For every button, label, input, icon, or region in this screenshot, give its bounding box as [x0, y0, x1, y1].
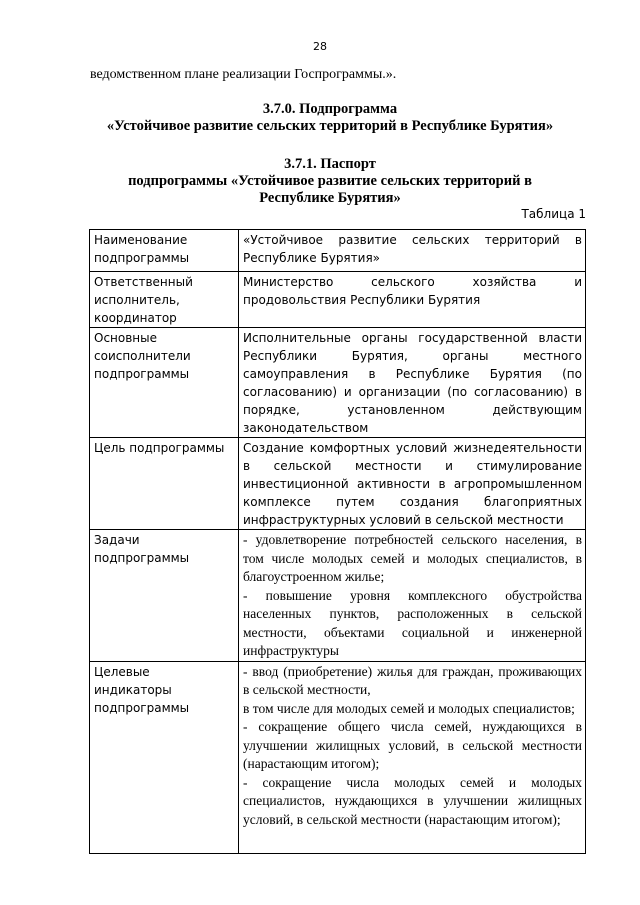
row-label-line: соисполнители [94, 349, 191, 363]
row-label-line: Задачи [94, 533, 140, 547]
row-label-line: Наименование [94, 233, 188, 247]
row-value-paragraph: «Устойчивое развитие сельских территорий в Республике Бурятия» [243, 233, 582, 265]
table-row [90, 438, 586, 530]
subprogram-heading [80, 101, 580, 135]
row-value-paragraph: Исполнительные органы государственной власти Республики Бурятия, органы местного самоуправления в Республике Бурятия (по согласованию) и организации (по согласованию) в порядке, установленном действующим законодательством [243, 331, 582, 435]
row-value [239, 230, 586, 272]
row-label-line: Цель подпрограммы [94, 441, 225, 455]
row-label-line: подпрограммы [94, 551, 190, 565]
row-value-paragraph: в том числе для молодых семей и молодых специалистов; [243, 700, 575, 716]
table-row [90, 230, 586, 272]
passport-heading-line2: подпрограммы «Устойчивое развитие сельских территорий в [128, 173, 532, 189]
row-label-line: подпрограммы [94, 367, 190, 381]
row-label-line: координатор [94, 311, 177, 325]
row-label [90, 661, 239, 853]
row-label-line: подпрограммы [94, 700, 190, 715]
table-row [90, 661, 586, 853]
table-row [90, 328, 586, 438]
row-value [239, 272, 586, 328]
row-value-paragraph: Министерство сельского хозяйства и продовольствия Республики Бурятия [243, 275, 582, 307]
row-label-line: подпрограммы [94, 251, 190, 265]
subprogram-heading-line1: 3.7.0. Подпрограмма [262, 101, 398, 117]
row-label-line: Основные [94, 331, 158, 345]
row-value [239, 530, 586, 662]
row-label-line: Ответственный [94, 275, 193, 289]
passport-heading-line1: 3.7.1. Паспорт [284, 156, 376, 172]
row-value-paragraph: Создание комфортных условий жизнедеятельности в сельской местности и стимулирование инвестиционной активности в агропромышленном комплексе путем создания благоприятных инфраструктурных условий в сельской местности [243, 441, 582, 527]
intro-text: ведомственном плане реализации Госпрограммы.». [90, 67, 397, 82]
table-row [90, 272, 586, 328]
row-value [239, 661, 586, 853]
table-caption: Таблица 1 [521, 207, 586, 221]
subprogram-heading-line2: «Устойчивое развитие сельских территорий в Республике Бурятия» [106, 118, 554, 134]
row-label-line: Целевые [94, 664, 150, 679]
row-value-paragraph: - удовлетворение потребностей сельского населения, в том числе молодых семей и молодых специалистов, в благоустроенном жилье; [243, 532, 582, 584]
row-value-paragraph: - ввод (приобретение) жилья для граждан, проживающих в сельской местности, [243, 663, 582, 697]
passport-table [89, 229, 586, 854]
row-label [90, 530, 239, 662]
row-value [239, 438, 586, 530]
row-label [90, 230, 239, 272]
row-value [239, 328, 586, 438]
table-row [90, 530, 586, 662]
row-value-paragraph: - сокращение числа молодых семей и молодых специалистов, нуждающихся в улучшении жилищных условий, в сельской местности (нарастающим итогом); [243, 774, 582, 827]
row-value-paragraph: - сокращение общего числа семей, нуждающихся в улучшении жилищных условий, в сельской местности (нарастающим итогом); [243, 719, 582, 771]
page-number: 28 [313, 40, 327, 53]
row-value-paragraph: - повышение уровня комплексного обустройства населенных пунктов, расположенных в сельской местности, объектами социальной и инженерной инфраструктуры [243, 587, 582, 658]
row-label-line: исполнитель, [94, 293, 180, 307]
passport-heading-line3: Республике Бурятия» [259, 190, 401, 206]
passport-heading [80, 156, 580, 207]
row-label [90, 438, 239, 530]
row-label [90, 328, 239, 438]
row-label [90, 272, 239, 328]
row-label-line: индикаторы [94, 682, 172, 697]
